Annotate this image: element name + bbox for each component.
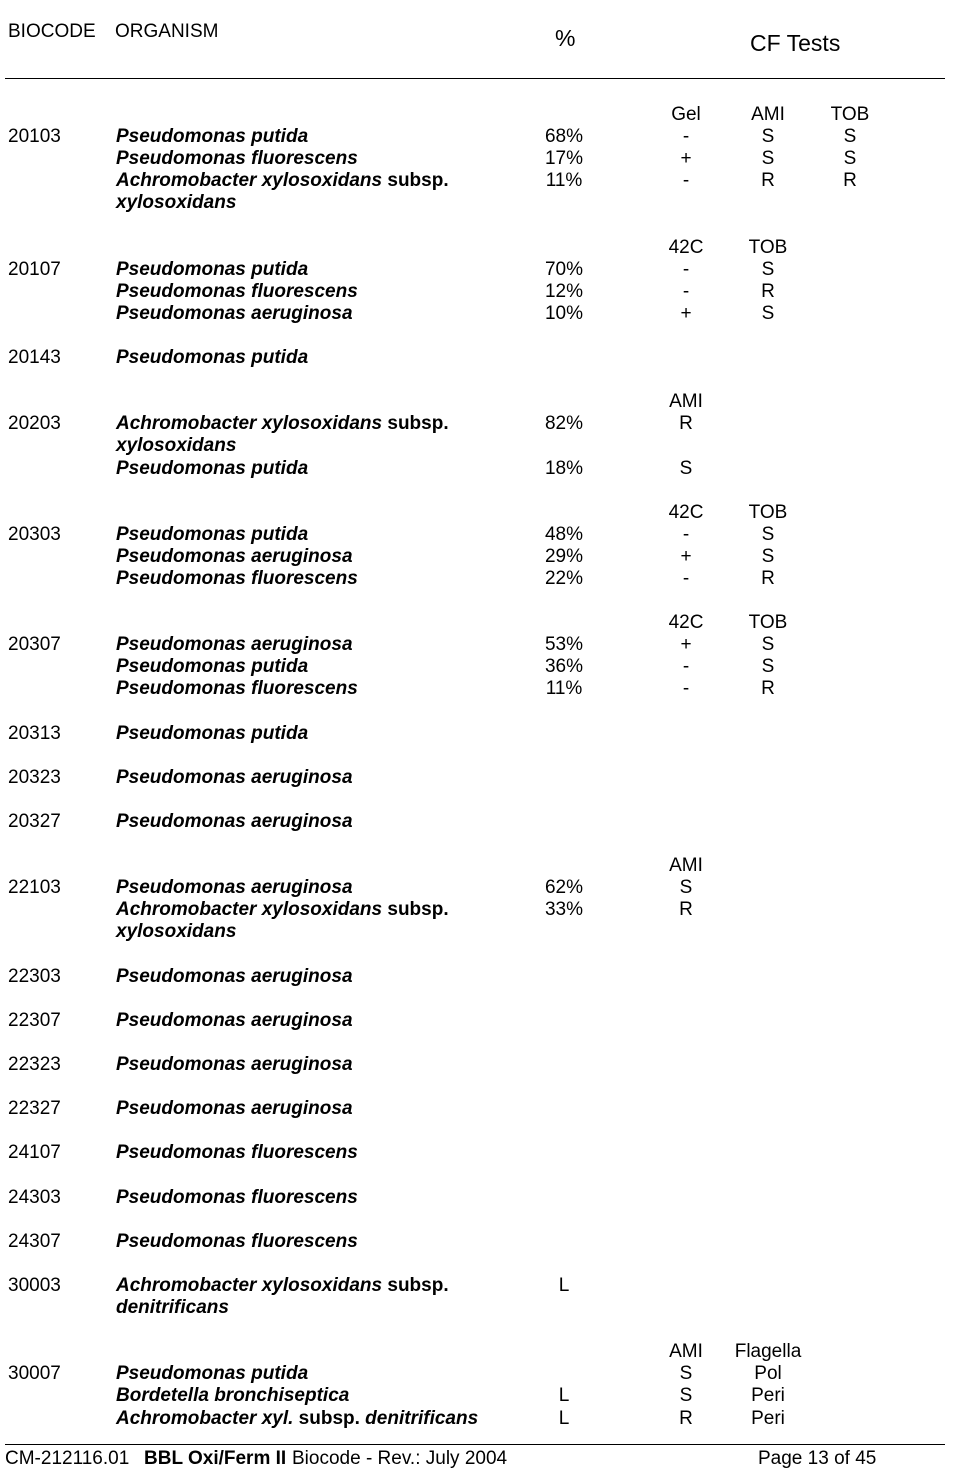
biocode-value: 20143: [8, 347, 61, 369]
cf-test-label: 42C: [668, 236, 704, 258]
organism-name: [116, 966, 526, 988]
organism-name-line: Pseudomonas putida: [116, 457, 309, 479]
organism-name-line: xylosoxidans: [116, 921, 237, 943]
organism-name-line: Pseudomonas aeruginosa: [116, 877, 353, 899]
cf-test-result: Pol: [754, 1363, 782, 1385]
organism-name: [116, 347, 526, 369]
organism-row: [0, 1231, 960, 1253]
cf-test-result: S: [761, 302, 775, 324]
organism-name-line: Pseudomonas fluorescens: [116, 1142, 358, 1164]
organism-name-line: Pseudomonas aeruginosa: [116, 965, 353, 987]
organism-row: [0, 634, 960, 656]
cf-test-header-row: [0, 1341, 960, 1363]
biocode-entry: [0, 1098, 960, 1120]
cf-test-result: S: [761, 148, 775, 170]
organism-name-line: Pseudomonas aeruginosa: [116, 634, 353, 656]
organism-row: [0, 524, 960, 546]
organism-name: [116, 524, 526, 546]
organism-name-line: Achromobacter xyl. subsp. denitrificans: [116, 1407, 479, 1429]
organism-row: [0, 303, 960, 325]
percent-value: L: [558, 1385, 570, 1407]
organism-name-line: Pseudomonas fluorescens: [116, 1186, 358, 1208]
organism-name: [116, 1231, 526, 1253]
organism-row: [0, 1010, 960, 1032]
organism-row: [0, 678, 960, 700]
organism-row: [0, 811, 960, 833]
organism-name-line: Pseudomonas putida: [116, 523, 309, 545]
header-divider: [5, 78, 945, 79]
organism-name-line: Pseudomonas putida: [116, 258, 309, 280]
biocode-entry: [0, 1142, 960, 1164]
biocode-entry: [0, 1275, 960, 1319]
organism-name-line: Pseudomonas putida: [116, 126, 309, 148]
cf-test-result: R: [843, 170, 857, 192]
organism-name: [116, 126, 526, 148]
biocode-value: 22103: [8, 877, 61, 899]
percent-value: 17%: [544, 148, 584, 170]
percent-value: 82%: [544, 413, 584, 435]
organism-name: [116, 656, 526, 678]
biocode-entry: [0, 966, 960, 988]
organism-row: [0, 148, 960, 170]
biocode-entry: [0, 855, 960, 943]
cf-test-result: -: [682, 523, 690, 545]
percent-value: 18%: [544, 457, 584, 479]
organism-name-line: Pseudomonas aeruginosa: [116, 811, 353, 832]
percent-value: L: [558, 1407, 570, 1429]
organism-name: [116, 546, 526, 568]
organism-name-line: xylosoxidans: [116, 435, 237, 457]
percent-value: 48%: [544, 523, 584, 545]
biocode-entry: [0, 502, 960, 590]
organism-row: [0, 281, 960, 303]
organism-name: [116, 1098, 526, 1120]
cf-test-header-row: [0, 612, 960, 634]
organism-name-line: Bordetella bronchiseptica: [116, 1385, 350, 1407]
biocode-value: 22307: [8, 1009, 61, 1031]
footer-revision: Biocode - Rev.: July 2004: [292, 1448, 508, 1469]
biocode-value: 20307: [8, 634, 61, 656]
organism-name: [116, 1142, 526, 1164]
percent-column-header: %: [555, 25, 576, 51]
cf-tests-column-header: CF Tests: [750, 30, 841, 56]
cf-test-label: TOB: [748, 236, 788, 258]
organism-row: [0, 1385, 960, 1407]
organism-name: [116, 281, 526, 303]
organism-row: [0, 1408, 960, 1430]
organism-row: [0, 656, 960, 678]
cf-test-result: S: [843, 148, 857, 170]
percent-value: 62%: [544, 877, 584, 899]
organism-row: [0, 899, 960, 943]
cf-test-label: AMI: [669, 1341, 703, 1363]
biocode-column-header: BIOCODE: [8, 21, 96, 42]
organism-name-line: Achromobacter xylosoxidans subsp.: [116, 413, 449, 435]
cf-test-label: AMI: [751, 104, 785, 125]
cf-test-result: -: [682, 280, 690, 302]
biocode-value: 24107: [8, 1142, 61, 1164]
organism-name: [116, 634, 526, 656]
organism-row: [0, 1363, 960, 1385]
percent-value: L: [558, 1274, 570, 1296]
biocode-value: 20313: [8, 722, 61, 744]
cf-test-result: S: [761, 545, 775, 567]
cf-test-header-row: [0, 855, 960, 877]
percent-value: 12%: [544, 280, 584, 302]
organism-name: [116, 1408, 526, 1430]
organism-name: [116, 767, 526, 789]
organism-name-line: Achromobacter xylosoxidans subsp.: [116, 899, 449, 921]
footer-divider: [5, 1444, 945, 1445]
organism-name: [116, 259, 526, 281]
organism-name-line: Pseudomonas putida: [116, 1363, 309, 1385]
cf-test-result: S: [761, 656, 775, 678]
cf-test-result: -: [682, 567, 690, 589]
footer-document-id: CM-212116.01: [5, 1448, 130, 1469]
cf-test-result: -: [682, 258, 690, 280]
cf-test-result: +: [680, 302, 692, 324]
percent-value: 11%: [545, 678, 583, 700]
organism-name-line: Pseudomonas fluorescens: [116, 567, 358, 589]
percent-value: 29%: [544, 545, 584, 567]
organism-name-line: Pseudomonas putida: [116, 347, 309, 369]
organism-name-line: Achromobacter xylosoxidans subsp.: [116, 170, 449, 192]
cf-test-result: S: [679, 1385, 693, 1407]
biocode-value: 22323: [8, 1054, 61, 1076]
cf-test-result: Peri: [751, 1407, 785, 1429]
organism-row: [0, 170, 960, 214]
percent-value: 68%: [544, 126, 584, 148]
percent-value: 11%: [545, 170, 583, 192]
biocode-entry: [0, 1341, 960, 1429]
biocode-value: 20303: [8, 523, 61, 545]
organism-name-line: denitrificans: [116, 1297, 229, 1319]
organism-name: [116, 1385, 526, 1407]
cf-test-result: R: [761, 280, 775, 302]
organism-name: [116, 413, 526, 457]
organism-name: [116, 1275, 526, 1319]
organism-row: [0, 1098, 960, 1120]
cf-test-label: 42C: [668, 501, 704, 523]
cf-test-result: +: [680, 148, 692, 170]
organism-name-line: Pseudomonas fluorescens: [116, 280, 358, 302]
organism-row: [0, 1142, 960, 1164]
organism-row: [0, 546, 960, 568]
biocode-value: 20107: [8, 258, 61, 280]
biocode-value: 20323: [8, 766, 61, 788]
organism-name-line: Pseudomonas aeruginosa: [116, 1098, 353, 1120]
organism-row: [0, 1275, 960, 1319]
organism-name: [116, 1010, 526, 1032]
biocode-entry: [0, 391, 960, 479]
cf-test-result: R: [761, 170, 775, 192]
biocode-entry: [0, 1010, 960, 1032]
biocode-value: 22303: [8, 965, 61, 987]
biocode-value: 30007: [8, 1363, 61, 1385]
organism-row: [0, 723, 960, 745]
biocode-value: 20203: [8, 413, 61, 435]
biocode-entry: [0, 347, 960, 369]
organism-name-line: Pseudomonas aeruginosa: [116, 1009, 353, 1031]
percent-value: 70%: [544, 258, 584, 280]
organism-row: [0, 966, 960, 988]
cf-test-result: S: [761, 634, 775, 656]
cf-test-result: R: [679, 899, 693, 921]
organism-row: [0, 1187, 960, 1209]
cf-test-label: AMI: [669, 855, 703, 877]
cf-test-result: R: [679, 413, 693, 435]
cf-test-label: TOB: [830, 104, 870, 125]
organism-name: [116, 723, 526, 745]
biocode-entry: [0, 767, 960, 789]
cf-test-label: 42C: [668, 612, 704, 634]
organism-row: [0, 413, 960, 457]
organism-column-header: ORGANISM: [115, 21, 219, 42]
footer-page-number: Page 13 of 45: [758, 1448, 877, 1469]
cf-test-result: S: [679, 1363, 693, 1385]
cf-test-result: +: [680, 634, 692, 656]
organism-name-line: Pseudomonas aeruginosa: [116, 1054, 353, 1076]
organism-row: [0, 347, 960, 369]
biocode-entry: [0, 723, 960, 745]
cf-test-label: TOB: [748, 612, 788, 634]
biocode-entry: [0, 104, 960, 214]
cf-test-result: R: [761, 678, 775, 700]
organism-name-line: Pseudomonas putida: [116, 722, 309, 744]
biocode-entry: [0, 1054, 960, 1076]
organism-name-line: Pseudomonas aeruginosa: [116, 545, 353, 567]
cf-test-result: -: [682, 126, 690, 148]
cf-test-result: S: [761, 126, 775, 148]
biocode-entry: [0, 612, 960, 700]
organism-row: [0, 259, 960, 281]
organism-name-line: Pseudomonas fluorescens: [116, 148, 358, 170]
biocode-value: 20327: [8, 811, 61, 832]
cf-test-result: S: [679, 457, 693, 479]
organism-name: [116, 1363, 526, 1385]
cf-test-result: Peri: [751, 1385, 785, 1407]
cf-test-result: S: [679, 877, 693, 899]
cf-test-header-row: [0, 104, 960, 126]
organism-name: [116, 568, 526, 590]
percent-value: 10%: [544, 302, 584, 324]
organism-name: [116, 148, 526, 170]
cf-test-label: AMI: [669, 391, 703, 413]
cf-test-result: R: [679, 1407, 693, 1429]
biocode-value: 20103: [8, 126, 61, 148]
cf-test-header-row: [0, 502, 960, 524]
organism-name-line: Pseudomonas fluorescens: [116, 678, 358, 700]
organism-row: [0, 568, 960, 590]
cf-test-label: Gel: [671, 104, 701, 125]
organism-name-line: Pseudomonas aeruginosa: [116, 766, 353, 788]
cf-test-result: -: [682, 656, 690, 678]
cf-test-result: +: [680, 545, 692, 567]
organism-name: [116, 170, 526, 214]
cf-test-result: -: [682, 170, 690, 192]
organism-row: [0, 458, 960, 480]
cf-test-header-row: [0, 391, 960, 413]
organism-name: [116, 1054, 526, 1076]
organism-name-line: Pseudomonas putida: [116, 656, 309, 678]
cf-test-label: TOB: [748, 501, 788, 523]
organism-name: [116, 458, 526, 480]
percent-value: 53%: [544, 634, 584, 656]
biocode-table: [0, 104, 960, 1452]
cf-test-label: Flagella: [734, 1341, 802, 1363]
organism-name: [116, 877, 526, 899]
cf-test-result: S: [843, 126, 857, 148]
percent-value: 22%: [544, 567, 584, 589]
organism-row: [0, 1054, 960, 1076]
percent-value: 36%: [544, 656, 584, 678]
footer-product-name: BBL Oxi/Ferm II: [144, 1448, 287, 1469]
organism-name-line: Pseudomonas aeruginosa: [116, 302, 353, 324]
cf-test-result: S: [761, 258, 775, 280]
biocode-value: 24307: [8, 1230, 61, 1252]
biocode-value: 30003: [8, 1274, 61, 1296]
cf-test-result: R: [761, 567, 775, 589]
organism-row: [0, 877, 960, 899]
organism-name: [116, 811, 526, 833]
biocode-value: 24303: [8, 1186, 61, 1208]
organism-row: [0, 767, 960, 789]
cf-test-result: S: [761, 523, 775, 545]
organism-name-line: Pseudomonas fluorescens: [116, 1230, 358, 1252]
organism-name: [116, 899, 526, 943]
biocode-entry: [0, 811, 960, 833]
biocode-entry: [0, 1231, 960, 1253]
biocode-entry: [0, 1187, 960, 1209]
percent-value: 33%: [544, 899, 584, 921]
organism-row: [0, 126, 960, 148]
biocode-value: 22327: [8, 1098, 61, 1120]
organism-name: [116, 303, 526, 325]
organism-name: [116, 678, 526, 700]
cf-test-result: -: [682, 678, 690, 700]
biocode-entry: [0, 237, 960, 325]
organism-name-line: Achromobacter xylosoxidans subsp.: [116, 1274, 449, 1296]
cf-test-header-row: [0, 237, 960, 259]
organism-name: [116, 1187, 526, 1209]
organism-name-line: xylosoxidans: [116, 192, 237, 214]
